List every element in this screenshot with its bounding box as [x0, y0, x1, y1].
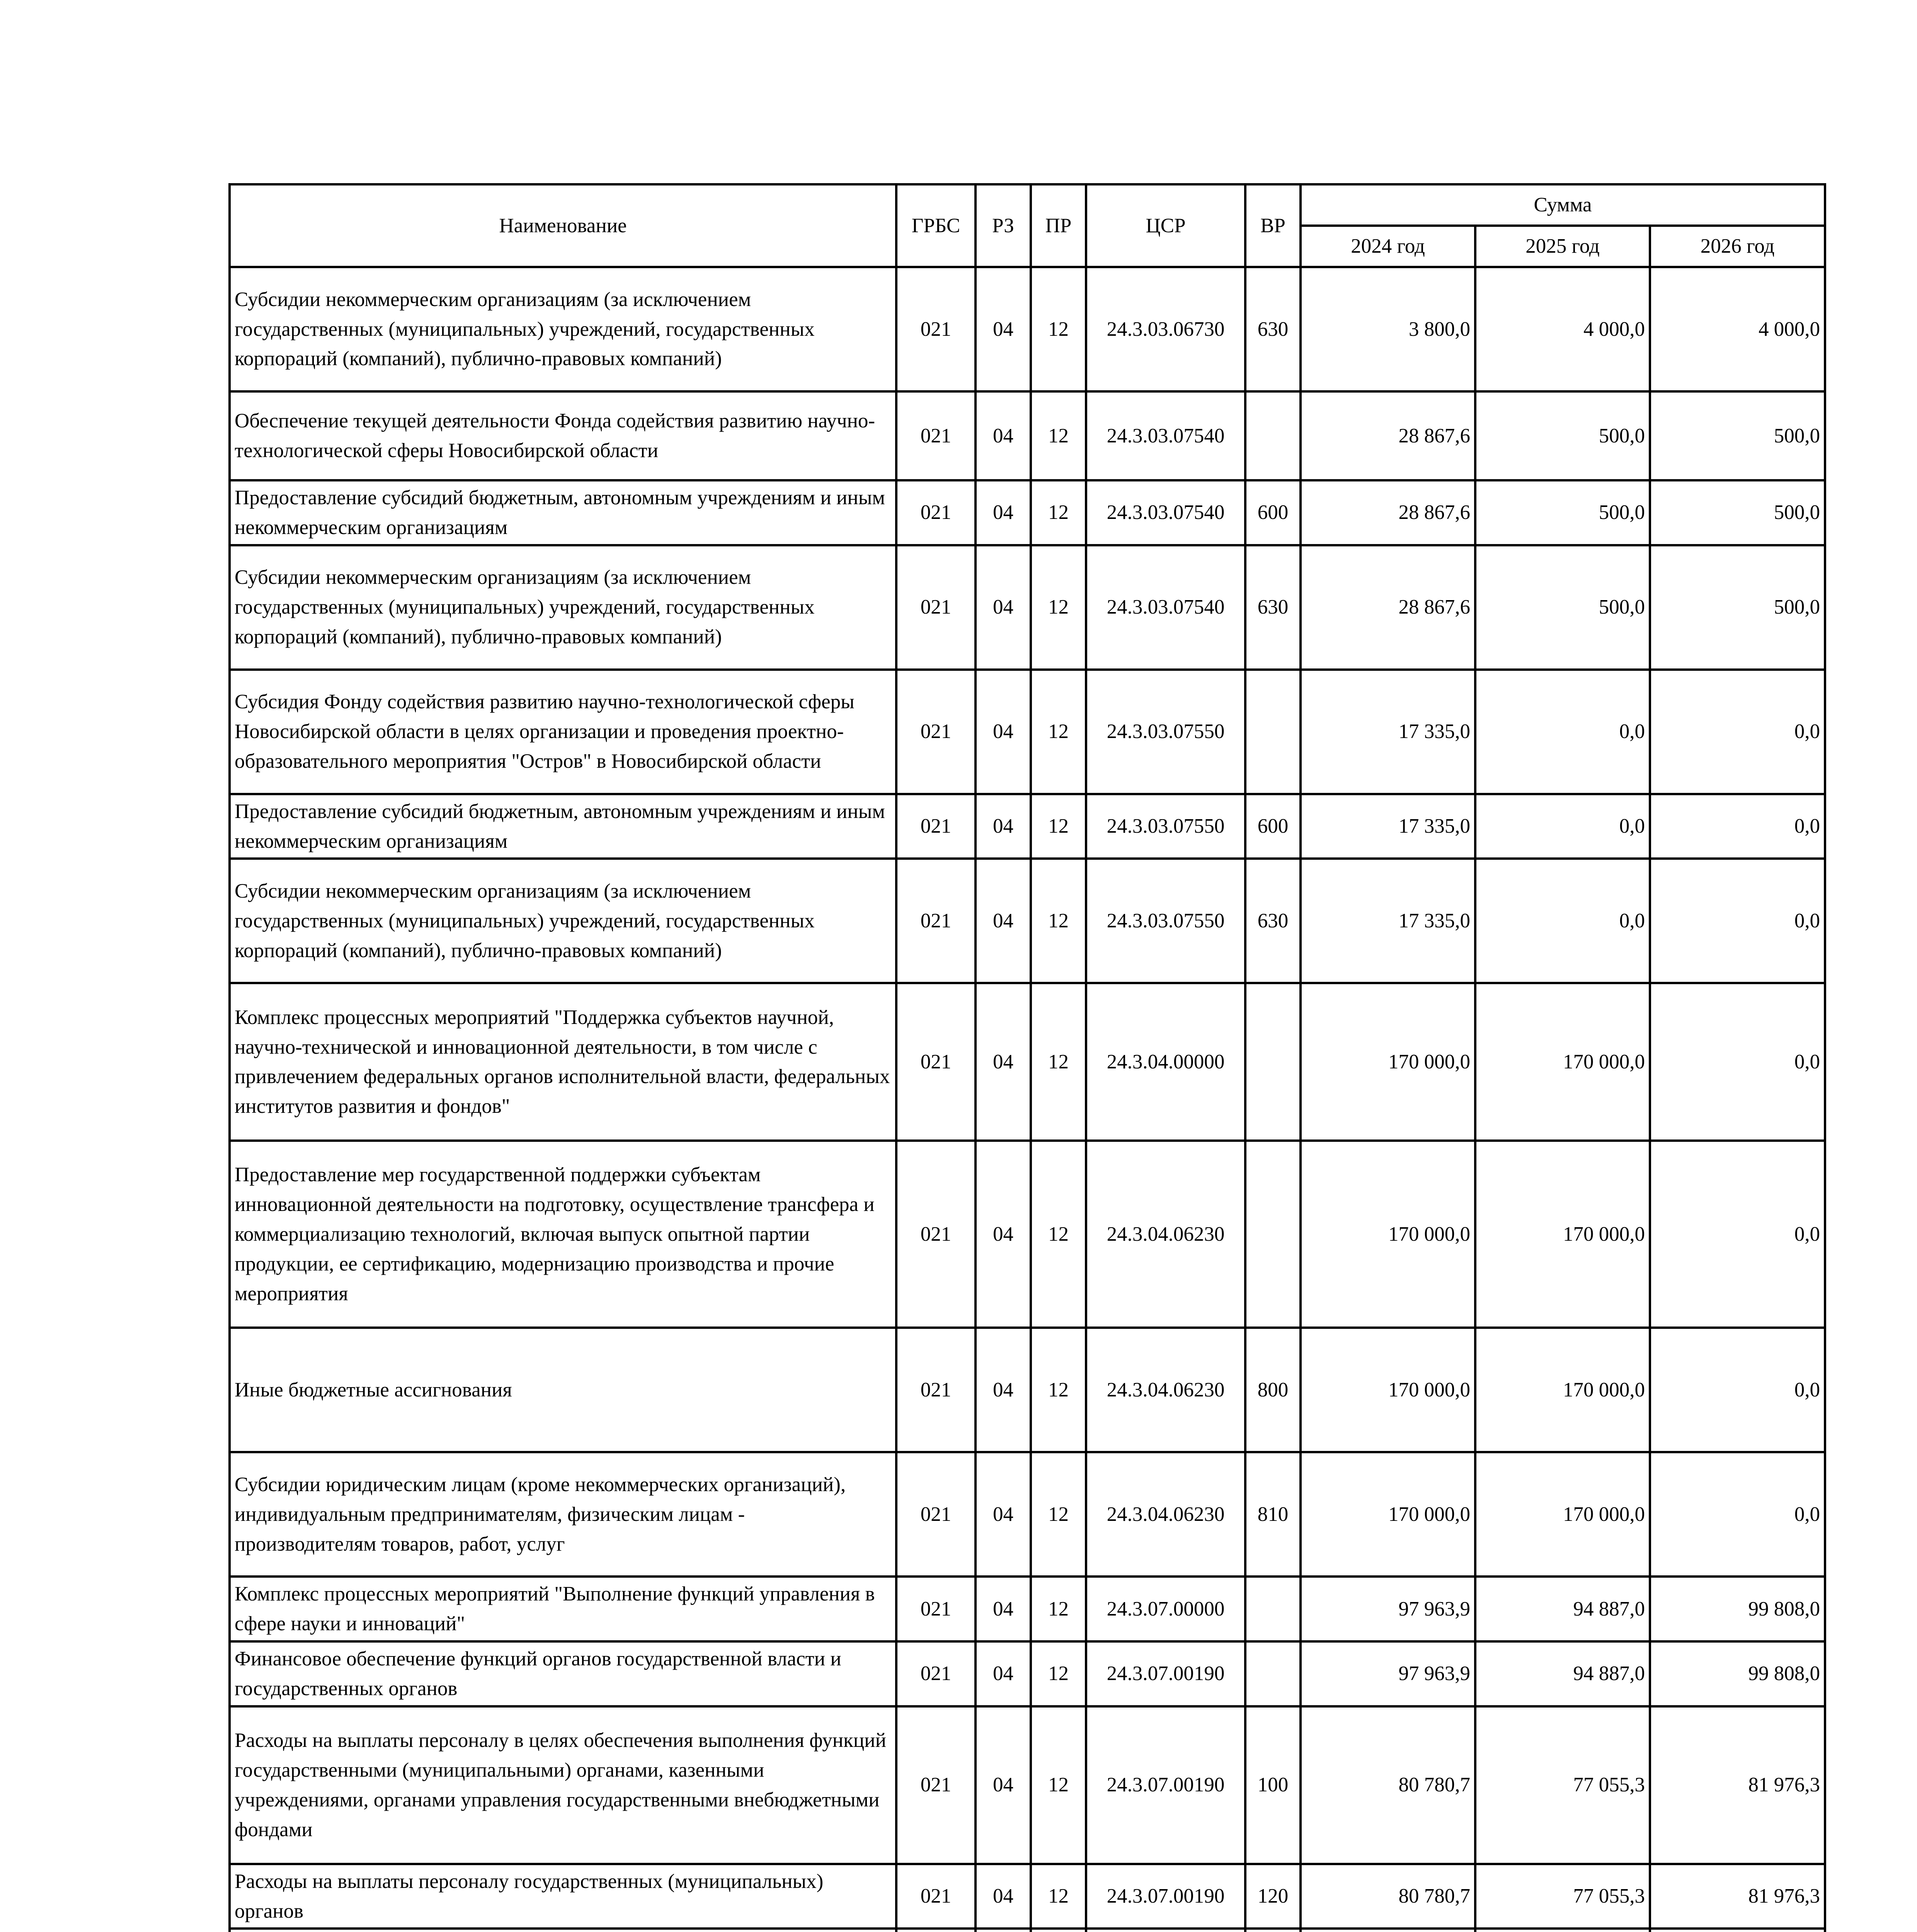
cell-y2025: 77 055,3 — [1475, 1864, 1650, 1929]
cell-csr: 24.3.04.06230 — [1086, 1141, 1245, 1328]
cell-y2026: 0,0 — [1650, 859, 1825, 983]
cell-y2025: 94 887,0 — [1475, 1641, 1650, 1706]
cell-y2025: 77 055,3 — [1475, 1706, 1650, 1864]
cell-y2024: 170 000,0 — [1301, 1328, 1475, 1452]
cell-csr: 24.3.03.07540 — [1086, 545, 1245, 670]
table-row — [230, 1141, 1825, 1328]
table-row — [230, 1577, 1825, 1641]
cell-grbs: 021 — [896, 1452, 976, 1577]
table-row — [230, 1929, 1825, 1932]
cell-rz: 04 — [976, 1864, 1031, 1929]
cell-grbs — [896, 1929, 976, 1932]
cell-name: Предоставление субсидий бюджетным, автономным учреждениям и иным некоммерческим организациям — [230, 794, 896, 859]
cell-name: Иные бюджетные ассигнования — [230, 1328, 896, 1452]
cell-name: Предоставление мер государственной поддержки субъектам инновационной деятельности на подготовку, осуществление трансфера и коммерциализацию технологий, включая выпуск опытной партии продукции, ее сертификацию, модернизацию производства и прочие мероприятия — [230, 1141, 896, 1328]
table-row — [230, 670, 1825, 794]
cell-grbs: 021 — [896, 545, 976, 670]
cell-pr: 12 — [1031, 1452, 1086, 1577]
cell-vr — [1245, 670, 1301, 794]
cell-grbs: 021 — [896, 1577, 976, 1641]
cell-rz: 04 — [976, 1641, 1031, 1706]
cell-rz: 04 — [976, 1328, 1031, 1452]
cell-y2026 — [1650, 1929, 1825, 1932]
cell-y2024: 3 800,0 — [1301, 267, 1475, 391]
cell-grbs: 021 — [896, 267, 976, 391]
cell-y2026: 0,0 — [1650, 1328, 1825, 1452]
cell-csr: 24.3.07.00190 — [1086, 1641, 1245, 1706]
cell-y2024: 80 780,7 — [1301, 1864, 1475, 1929]
cell-rz: 04 — [976, 1452, 1031, 1577]
cell-grbs: 021 — [896, 859, 976, 983]
header-grbs: ГРБС — [896, 184, 976, 267]
cell-y2026: 0,0 — [1650, 1452, 1825, 1577]
cell-rz: 04 — [976, 267, 1031, 391]
cell-vr: 100 — [1245, 1706, 1301, 1864]
cell-csr: 24.3.07.00000 — [1086, 1577, 1245, 1641]
cell-vr: 630 — [1245, 545, 1301, 670]
cell-csr: 24.3.03.07550 — [1086, 670, 1245, 794]
cell-y2024: 97 963,9 — [1301, 1641, 1475, 1706]
cell-grbs: 021 — [896, 1328, 976, 1452]
header-year-2024: 2024 год — [1301, 226, 1475, 267]
table-row — [230, 1641, 1825, 1706]
cell-vr — [1245, 983, 1301, 1141]
cell-y2024: 28 867,6 — [1301, 545, 1475, 670]
cell-pr: 12 — [1031, 1706, 1086, 1864]
cell-vr: 630 — [1245, 859, 1301, 983]
cell-vr: 800 — [1245, 1328, 1301, 1452]
cell-y2026: 0,0 — [1650, 670, 1825, 794]
cell-name: Субсидии юридическим лицам (кроме некоммерческих организаций), индивидуальным предпринимателям, физическим лицам - производителям товаров, работ, услуг — [230, 1452, 896, 1577]
table-row — [230, 1328, 1825, 1452]
cell-rz: 04 — [976, 1706, 1031, 1864]
cell-name: Расходы на выплаты персоналу в целях обеспечения выполнения функций государственными (муниципальными) органами, казенными учреждениями, органами управления государственными внебюджетными фондами — [230, 1706, 896, 1864]
cell-y2026: 81 976,3 — [1650, 1706, 1825, 1864]
cell-pr: 12 — [1031, 267, 1086, 391]
cell-vr — [1245, 391, 1301, 480]
header-year-2026: 2026 год — [1650, 226, 1825, 267]
cell-y2025: 0,0 — [1475, 859, 1650, 983]
cell-vr: 600 — [1245, 480, 1301, 545]
cell-pr: 12 — [1031, 545, 1086, 670]
cell-grbs: 021 — [896, 391, 976, 480]
cell-pr: 12 — [1031, 391, 1086, 480]
cell-y2026: 0,0 — [1650, 1141, 1825, 1328]
header-year-2025: 2025 год — [1475, 226, 1650, 267]
cell-y2026: 99 808,0 — [1650, 1641, 1825, 1706]
cell-csr: 24.3.03.07540 — [1086, 480, 1245, 545]
cell-vr: 600 — [1245, 794, 1301, 859]
cell-y2024: 170 000,0 — [1301, 1141, 1475, 1328]
cell-vr: 630 — [1245, 267, 1301, 391]
cell-csr — [1086, 1929, 1245, 1932]
cell-vr — [1245, 1929, 1301, 1932]
cell-rz: 04 — [976, 391, 1031, 480]
cell-csr: 24.3.04.06230 — [1086, 1328, 1245, 1452]
cell-name: Субсидии некоммерческим организациям (за исключением государственных (муниципальных) учреждений, государственных корпораций (компаний), публично-правовых компаний) — [230, 267, 896, 391]
cell-name: Финансовое обеспечение функций органов государственной власти и государственных органов — [230, 1641, 896, 1706]
table-row — [230, 545, 1825, 670]
cell-grbs: 021 — [896, 1641, 976, 1706]
cell-y2025: 94 887,0 — [1475, 1577, 1650, 1641]
table-row — [230, 391, 1825, 480]
table-row — [230, 859, 1825, 983]
cell-rz: 04 — [976, 1141, 1031, 1328]
cell-y2025: 4 000,0 — [1475, 267, 1650, 391]
cell-name: Расходы на выплаты персоналу государственных (муниципальных) органов — [230, 1864, 896, 1929]
cell-y2024: 170 000,0 — [1301, 983, 1475, 1141]
cell-grbs: 021 — [896, 480, 976, 545]
cell-y2025: 170 000,0 — [1475, 1328, 1650, 1452]
cell-csr: 24.3.03.07550 — [1086, 859, 1245, 983]
table-row — [230, 794, 1825, 859]
cell-name: Субсидии некоммерческим организациям (за исключением государственных (муниципальных) учреждений, государственных корпораций (компаний), публично-правовых компаний) — [230, 545, 896, 670]
cell-csr: 24.3.04.06230 — [1086, 1452, 1245, 1577]
cell-rz: 04 — [976, 545, 1031, 670]
cell-rz: 04 — [976, 859, 1031, 983]
cell-y2024: 17 335,0 — [1301, 794, 1475, 859]
cell-grbs: 021 — [896, 1141, 976, 1328]
cell-y2025: 0,0 — [1475, 794, 1650, 859]
cell-y2026: 81 976,3 — [1650, 1864, 1825, 1929]
cell-y2024: 17 335,0 — [1301, 670, 1475, 794]
cell-y2024: 97 963,9 — [1301, 1577, 1475, 1641]
cell-pr — [1031, 1929, 1086, 1932]
cell-grbs: 021 — [896, 1706, 976, 1864]
cell-rz — [976, 1929, 1031, 1932]
table-row — [230, 267, 1825, 391]
cell-y2026: 500,0 — [1650, 545, 1825, 670]
cell-rz: 04 — [976, 1577, 1031, 1641]
table-row — [230, 480, 1825, 545]
header-sum: Сумма — [1301, 184, 1825, 226]
header-csr: ЦСР — [1086, 184, 1245, 267]
cell-y2026: 0,0 — [1650, 794, 1825, 859]
cell-y2026: 99 808,0 — [1650, 1577, 1825, 1641]
cell-name: Комплекс процессных мероприятий "Поддержка субъектов научной, научно-технической и инновационной деятельности, в том числе с привлечением федеральных органов исполнительной власти, федеральных институтов развития и фондов" — [230, 983, 896, 1141]
header-rz: РЗ — [976, 184, 1031, 267]
cell-grbs: 021 — [896, 670, 976, 794]
cell-csr: 24.3.03.06730 — [1086, 267, 1245, 391]
cell-pr: 12 — [1031, 670, 1086, 794]
cell-y2025: 0,0 — [1475, 670, 1650, 794]
cell-vr — [1245, 1577, 1301, 1641]
cell-grbs: 021 — [896, 1864, 976, 1929]
cell-pr: 12 — [1031, 1641, 1086, 1706]
cell-name: Предоставление субсидий бюджетным, автономным учреждениям и иным некоммерческим организациям — [230, 480, 896, 545]
cell-name: Субсидия Фонду содействия развитию научно-технологической сферы Новосибирской области в целях организации и проведения проектно-образовательного мероприятия "Остров" в Новосибирской области — [230, 670, 896, 794]
cell-y2026: 500,0 — [1650, 391, 1825, 480]
cell-y2026: 500,0 — [1650, 480, 1825, 545]
cell-grbs: 021 — [896, 794, 976, 859]
cell-vr: 120 — [1245, 1864, 1301, 1929]
cell-vr: 810 — [1245, 1452, 1301, 1577]
table-row — [230, 983, 1825, 1141]
cell-y2025: 170 000,0 — [1475, 1452, 1650, 1577]
budget-table — [228, 183, 1826, 1932]
cell-y2025: 500,0 — [1475, 480, 1650, 545]
cell-rz: 04 — [976, 983, 1031, 1141]
table-row — [230, 1864, 1825, 1929]
cell-name: Комплекс процессных мероприятий "Выполнение функций управления в сфере науки и инноваций" — [230, 1577, 896, 1641]
cell-pr: 12 — [1031, 1141, 1086, 1328]
cell-y2024: 17 335,0 — [1301, 859, 1475, 983]
cell-rz: 04 — [976, 670, 1031, 794]
cell-vr — [1245, 1641, 1301, 1706]
cell-y2025: 170 000,0 — [1475, 1141, 1650, 1328]
cell-name: Обеспечение текущей деятельности Фонда содействия развитию научно-технологической сферы Новосибирской области — [230, 391, 896, 480]
cell-grbs: 021 — [896, 983, 976, 1141]
cell-csr: 24.3.07.00190 — [1086, 1864, 1245, 1929]
cell-csr: 24.3.04.00000 — [1086, 983, 1245, 1141]
cell-y2024: 28 867,6 — [1301, 480, 1475, 545]
cell-y2024: 170 000,0 — [1301, 1452, 1475, 1577]
cell-y2024: 80 780,7 — [1301, 1706, 1475, 1864]
header-name: Наименование — [230, 184, 896, 267]
header-vr: ВР — [1245, 184, 1301, 267]
cell-pr: 12 — [1031, 983, 1086, 1141]
cell-csr: 24.3.03.07540 — [1086, 391, 1245, 480]
cell-pr: 12 — [1031, 1864, 1086, 1929]
cell-pr: 12 — [1031, 480, 1086, 545]
table-body — [230, 267, 1825, 1932]
table-header — [230, 184, 1825, 267]
header-pr: ПР — [1031, 184, 1086, 267]
cell-vr — [1245, 1141, 1301, 1328]
cell-y2024 — [1301, 1929, 1475, 1932]
cell-pr: 12 — [1031, 859, 1086, 983]
cell-y2025: 500,0 — [1475, 391, 1650, 480]
cell-rz: 04 — [976, 794, 1031, 859]
cell-y2026: 0,0 — [1650, 983, 1825, 1141]
cell-rz: 04 — [976, 480, 1031, 545]
cell-pr: 12 — [1031, 1577, 1086, 1641]
cell-csr: 24.3.07.00190 — [1086, 1706, 1245, 1864]
table-row — [230, 1706, 1825, 1864]
cell-csr: 24.3.03.07550 — [1086, 794, 1245, 859]
cell-y2024: 28 867,6 — [1301, 391, 1475, 480]
cell-y2026: 4 000,0 — [1650, 267, 1825, 391]
cell-y2025: 500,0 — [1475, 545, 1650, 670]
cell-name: Субсидии некоммерческим организациям (за исключением государственных (муниципальных) учреждений, государственных корпораций (компаний), публично-правовых компаний) — [230, 859, 896, 983]
cell-y2025 — [1475, 1929, 1650, 1932]
cell-y2025: 170 000,0 — [1475, 983, 1650, 1141]
cell-pr: 12 — [1031, 794, 1086, 859]
cell-name — [230, 1929, 896, 1932]
table-row — [230, 1452, 1825, 1577]
cell-pr: 12 — [1031, 1328, 1086, 1452]
